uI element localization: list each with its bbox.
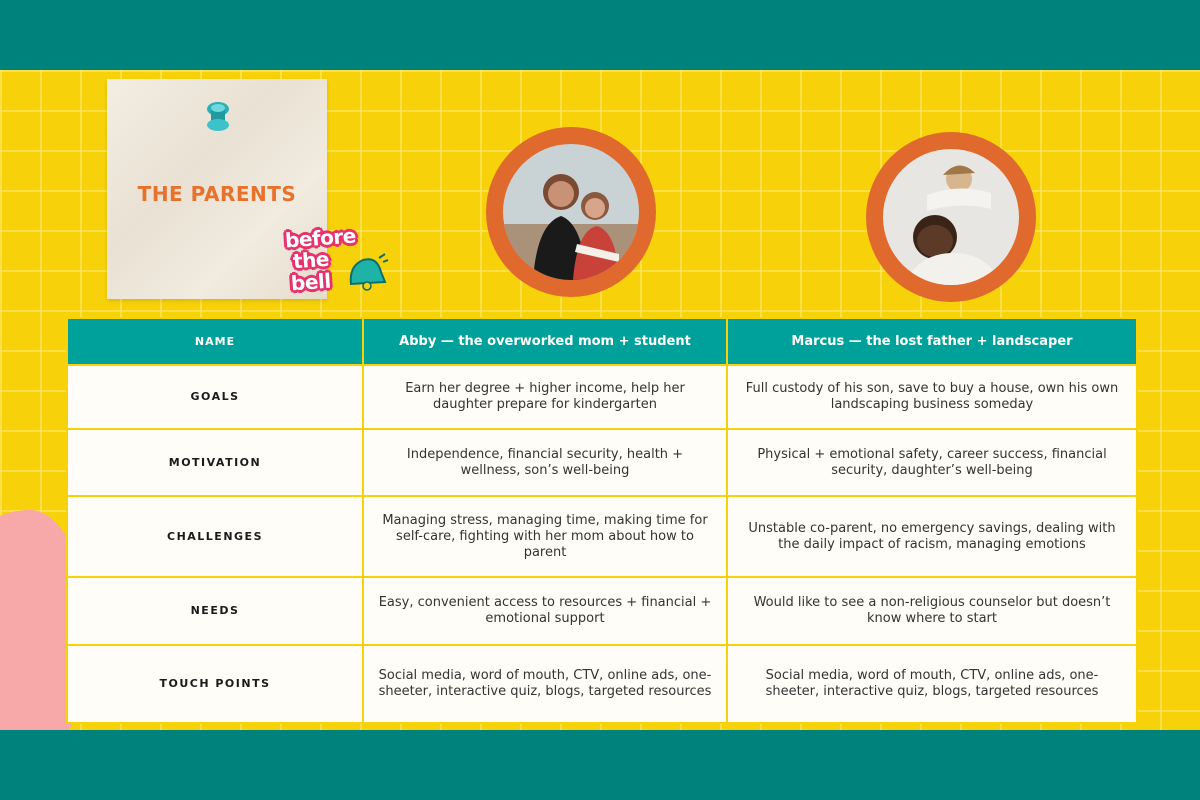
- table-row: [67, 577, 1137, 645]
- logo-word-1: before: [284, 223, 357, 253]
- abby-cell: Managing stress, managing time, making time for self-care, fighting with her mom about how to parent: [363, 496, 727, 577]
- pushpin-icon: [203, 101, 233, 141]
- row-label: TOUCH POINTS: [67, 645, 363, 723]
- marcus-photo: [883, 149, 1019, 285]
- row-label: GOALS: [67, 365, 363, 429]
- page-title: THE PARENTS: [137, 182, 297, 206]
- table-header-row: [67, 318, 1137, 365]
- persona-table: [66, 317, 1138, 724]
- header-abby: Abby — the overworked mom + student: [363, 318, 727, 365]
- marcus-cell: Social media, word of mouth, CTV, online ads, one-sheeter, interactive quiz, blogs, targeted resources: [727, 645, 1137, 723]
- bell-icon: [343, 252, 389, 292]
- abby-cell: Social media, word of mouth, CTV, online ads, one-sheeter, interactive quiz, blogs, targeted resources: [363, 645, 727, 723]
- marcus-cell: Physical + emotional safety, career success, financial security, daughter’s well-being: [727, 429, 1137, 496]
- abby-cell: Earn her degree + higher income, help her daughter prepare for kindergarten: [363, 365, 727, 429]
- bottom-band: [0, 730, 1200, 800]
- logo-word-2: the: [292, 246, 330, 274]
- slide-board: [0, 70, 1200, 730]
- row-label: NEEDS: [67, 577, 363, 645]
- logo-word-3: bell: [290, 268, 332, 296]
- row-label: CHALLENGES: [67, 496, 363, 577]
- header-marcus: Marcus — the lost father + landscaper: [727, 318, 1137, 365]
- abby-cell: Easy, convenient access to resources + financial + emotional support: [363, 577, 727, 645]
- brand-logo: [283, 223, 393, 298]
- table-row: [67, 365, 1137, 429]
- marcus-portrait: [866, 132, 1036, 302]
- abby-portrait: [486, 127, 656, 297]
- marcus-cell: Would like to see a non-religious counselor but doesn’t know where to start: [727, 577, 1137, 645]
- header-name: NAME: [67, 318, 363, 365]
- row-label: MOTIVATION: [67, 429, 363, 496]
- marcus-cell: Full custody of his son, save to buy a house, own his own landscaping business someday: [727, 365, 1137, 429]
- top-band: [0, 0, 1200, 70]
- abby-cell: Independence, financial security, health + wellness, son’s well-being: [363, 429, 727, 496]
- abby-photo: [503, 144, 639, 280]
- table-row: [67, 496, 1137, 577]
- table-row: [67, 645, 1137, 723]
- marcus-cell: Unstable co-parent, no emergency savings, dealing with the daily impact of racism, managing emotions: [727, 496, 1137, 577]
- table-row: [67, 429, 1137, 496]
